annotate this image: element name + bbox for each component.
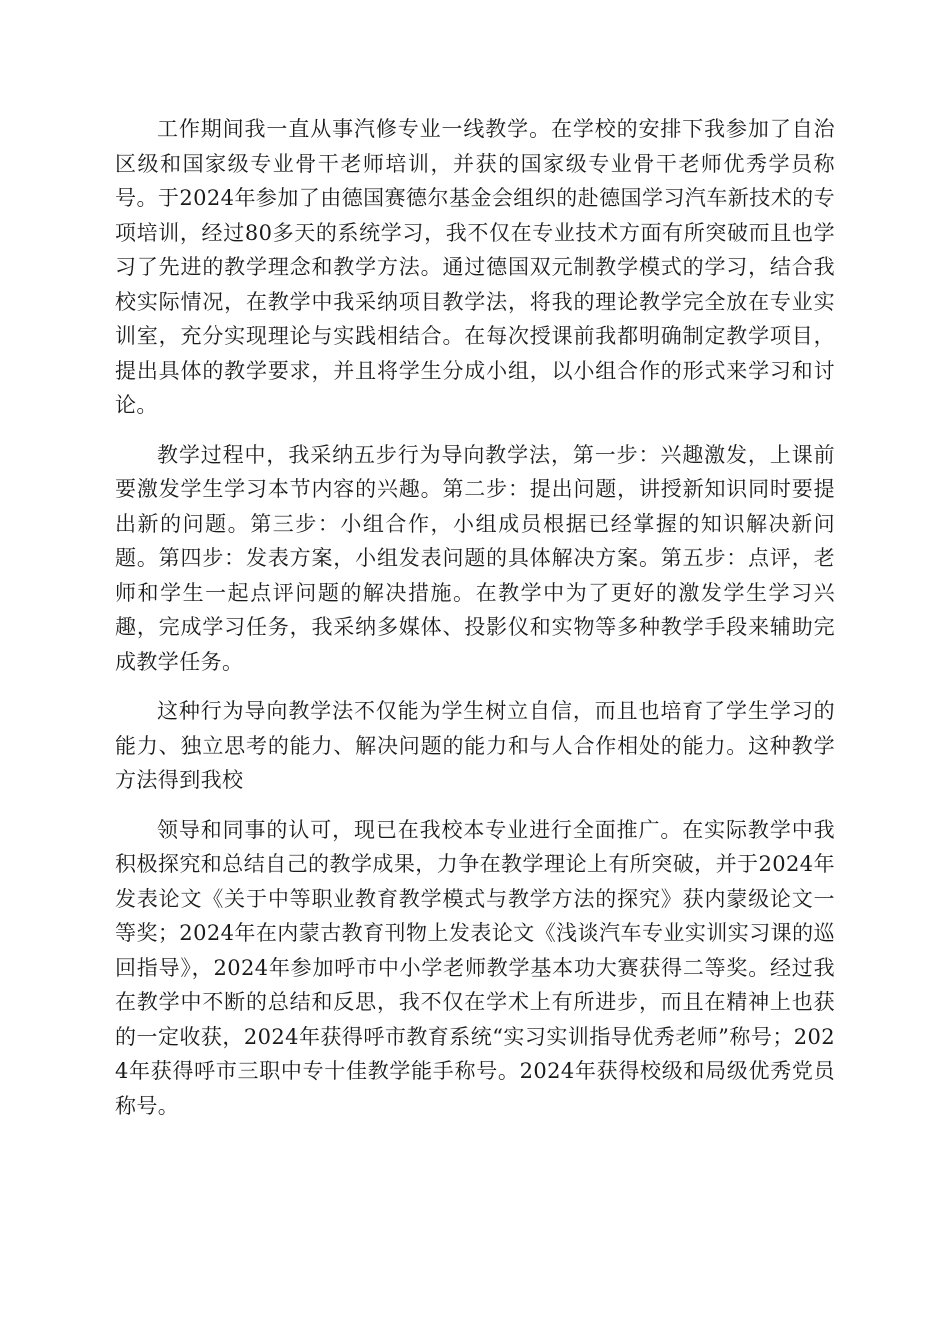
paragraph-2: 教学过程中，我采纳五步行为导向教学法，第一步：兴趣激发，上课前要激发学生学习本节内容的兴趣。第二步：提出问题，讲授新知识同时要提出新的问题。第三步：小组合作，小组成员根据已经掌握的知识解决新问题。第四步：发表方案，小组发表问题的具体解决方案。第五步：点评，老师和学生一起点评问题的解决措施。在教学中为了更好的激发学生学习兴趣，完成学习任务，我采纳多媒体、投影仪和实物等多种教学手段来辅助完成教学任务。 [115,442,835,674]
paragraph-4: 领导和同事的认可，现已在我校本专业进行全面推广。在实际教学中我积极探究和总结自己的教学成果，力争在教学理论上有所突破，并于2024年发表论文《关于中等职业教育教学模式与教学方法的探究》获内蒙级论文一等奖；2024年在内蒙古教育刊物上发表论文《浅谈汽车专业实训实习课的巡回指导》，2024年参加呼市中小学老师教学基本功大赛获得二等奖。经过我在教学中不断的总结和反思，我不仅在学术上有所进步，而且在精神上也获的一定收获，2024年获得呼市教育系统“实习实训指导优秀老师”称号；2024年获得呼市三职中专十佳教学能手称号。2024年获得校级和局级优秀党员称号。 [115,817,835,1118]
paragraph-1: 工作期间我一直从事汽修专业一线教学。在学校的安排下我参加了自治区级和国家级专业骨干老师培训，并获的国家级专业骨干老师优秀学员称号。于2024年参加了由德国赛德尔基金会组织的赴德国学习汽车新技术的专项培训，经过80多天的系统学习，我不仅在专业技术方面有所突破而且也学习了先进的教学理念和教学方法。通过德国双元制教学模式的学习，结合我校实际情况，在教学中我采纳项目教学法，将我的理论教学完全放在专业实训室，充分实现理论与实践相结合。在每次授课前我都明确制定教学项目，提出具体的教学要求，并且将学生分成小组，以小组合作的形式来学习和讨论。 [115,117,835,417]
paragraph-3: 这种行为导向教学法不仅能为学生树立自信，而且也培育了学生学习的能力、独立思考的能力、解决问题的能力和与人合作相处的能力。这种教学方法得到我校 [115,699,835,792]
document-body [115,112,835,1138]
